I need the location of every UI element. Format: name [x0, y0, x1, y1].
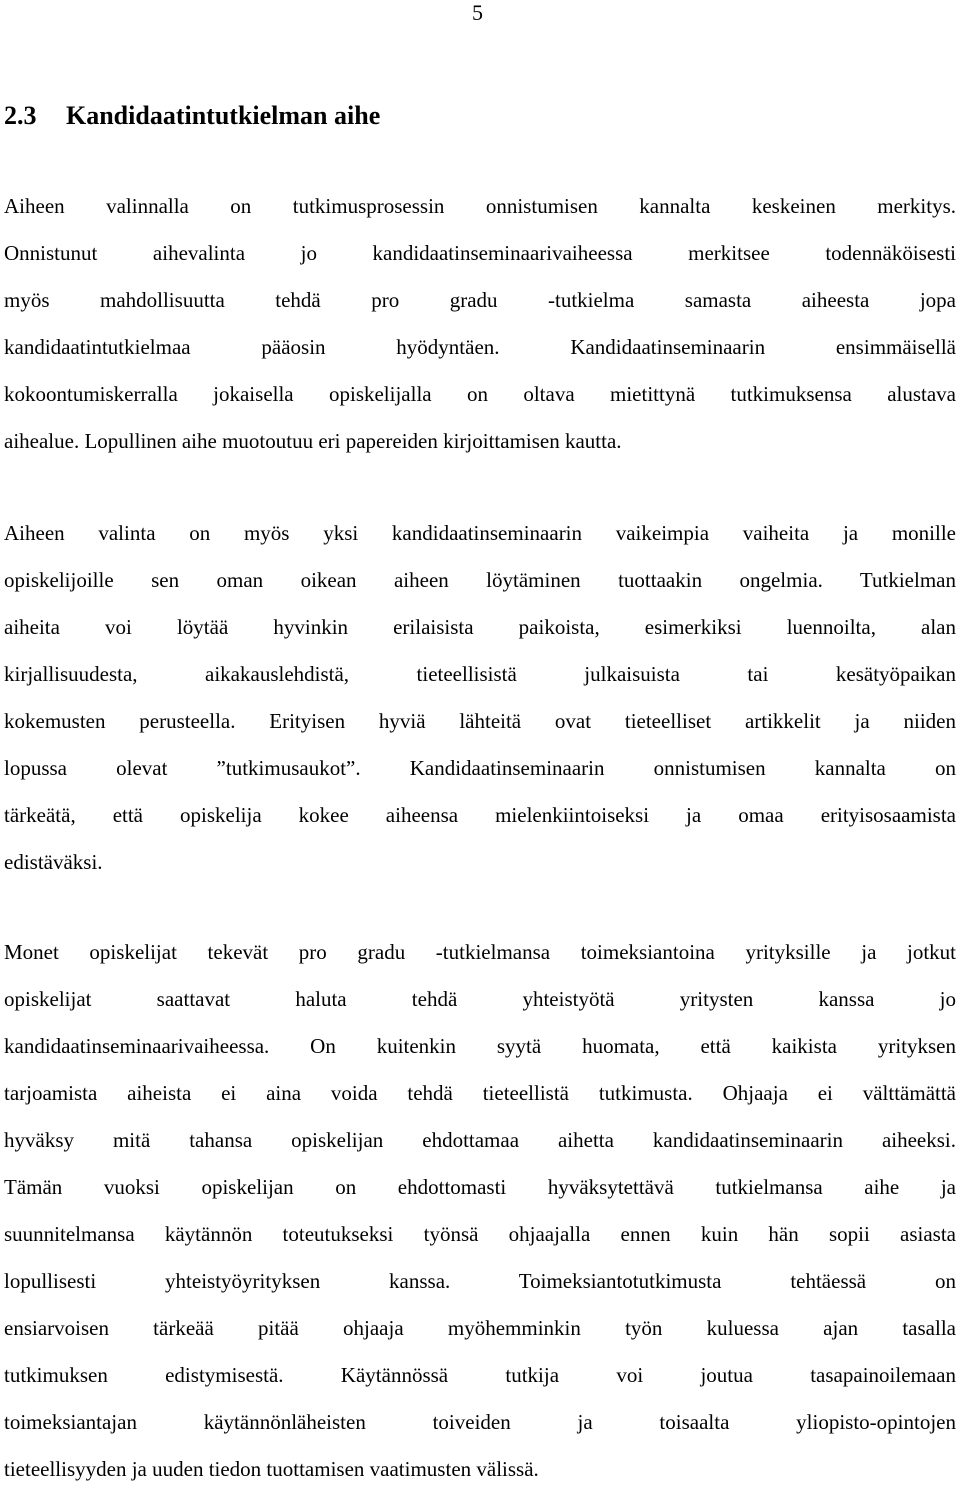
paragraph-line: kokoontumiskerralla jokaisella opiskelijalla on oltava mietittynä tutkimuksensa alustava — [4, 382, 956, 406]
paragraph-2 — [4, 510, 956, 886]
paragraph-line: lopussa olevat ”tutkimusaukot”. Kandidaatinseminaarin onnistumisen kannalta on — [4, 756, 956, 780]
paragraph-line: kandidaatintutkielmaa pääosin hyödyntäen. Kandidaatinseminaarin ensimmäisellä — [4, 335, 956, 359]
paragraph-line: toimeksiantajan käytännönläheisten toiveiden ja toisaalta yliopisto-opintojen — [4, 1410, 956, 1434]
paragraph-line: suunnitelmansa käytännön toteutukseksi työnsä ohjaajalla ennen kuin hän sopii asiasta — [4, 1222, 956, 1246]
section-heading — [4, 100, 380, 132]
paragraph-line: tutkimuksen edistymisestä. Käytännössä tutkija voi joutua tasapainoilemaan — [4, 1363, 956, 1387]
section-title: Kandidaatintutkielman aihe — [66, 101, 381, 130]
paragraph-line: tieteellisyyden ja uuden tiedon tuottamisen vaatimusten välissä. — [4, 1457, 539, 1481]
paragraph-line: edistäväksi. — [4, 850, 103, 874]
paragraph-1 — [4, 183, 956, 465]
paragraph-line: Monet opiskelijat tekevät pro gradu -tutkielmansa toimeksiantoina yrityksille ja jotkut — [4, 940, 956, 964]
paragraph-line: Tämän vuoksi opiskelijan on ehdottomasti hyväksytettävä tutkielmansa aihe ja — [4, 1175, 956, 1199]
paragraph-line: aihealue. Lopullinen aihe muotoutuu eri papereiden kirjoittamisen kautta. — [4, 429, 622, 453]
paragraph-line: kandidaatinseminaarivaiheessa. On kuitenkin syytä huomata, että kaikista yrityksen — [4, 1034, 956, 1058]
paragraph-line: Onnistunut aihevalinta jo kandidaatinseminaarivaiheessa merkitsee todennäköisesti — [4, 241, 956, 265]
paragraph-line: tärkeätä, että opiskelija kokee aiheensa mielenkiintoiseksi ja omaa erityisosaamista — [4, 803, 956, 827]
paragraph-line: lopullisesti yhteistyöyrityksen kanssa. Toimeksiantotutkimusta tehtäessä on — [4, 1269, 956, 1293]
page-number: 5 — [472, 0, 483, 25]
paragraph-line: opiskelijoille sen oman oikean aiheen löytäminen tuottaakin ongelmia. Tutkielman — [4, 568, 956, 592]
paragraph-line: Aiheen valinta on myös yksi kandidaatinseminaarin vaikeimpia vaiheita ja monille — [4, 521, 956, 545]
paragraph-line: ensiarvoisen tärkeää pitää ohjaaja myöhemminkin työn kuluessa ajan tasalla — [4, 1316, 956, 1340]
paragraph-line: kokemusten perusteella. Erityisen hyviä lähteitä ovat tieteelliset artikkelit ja niiden — [4, 709, 956, 733]
paragraph-3 — [4, 929, 956, 1493]
paragraph-line: opiskelijat saattavat haluta tehdä yhteistyötä yritysten kanssa jo — [4, 987, 956, 1011]
section-number: 2.3 — [4, 101, 37, 130]
paragraph-line: Aiheen valinnalla on tutkimusprosessin onnistumisen kannalta keskeinen merkitys. — [4, 194, 956, 218]
paragraph-line: hyväksy mitä tahansa opiskelijan ehdottamaa aihetta kandidaatinseminaarin aiheeksi. — [4, 1128, 956, 1152]
paragraph-line: kirjallisuudesta, aikakauslehdistä, tieteellisistä julkaisuista tai kesätyöpaikan — [4, 662, 956, 686]
paragraph-line: myös mahdollisuutta tehdä pro gradu -tutkielma samasta aiheesta jopa — [4, 288, 956, 312]
paragraph-line: tarjoamista aiheista ei aina voida tehdä tieteellistä tutkimusta. Ohjaaja ei välttämättä — [4, 1081, 956, 1105]
paragraph-line: aiheita voi löytää hyvinkin erilaisista paikoista, esimerkiksi luennoilta, alan — [4, 615, 956, 639]
